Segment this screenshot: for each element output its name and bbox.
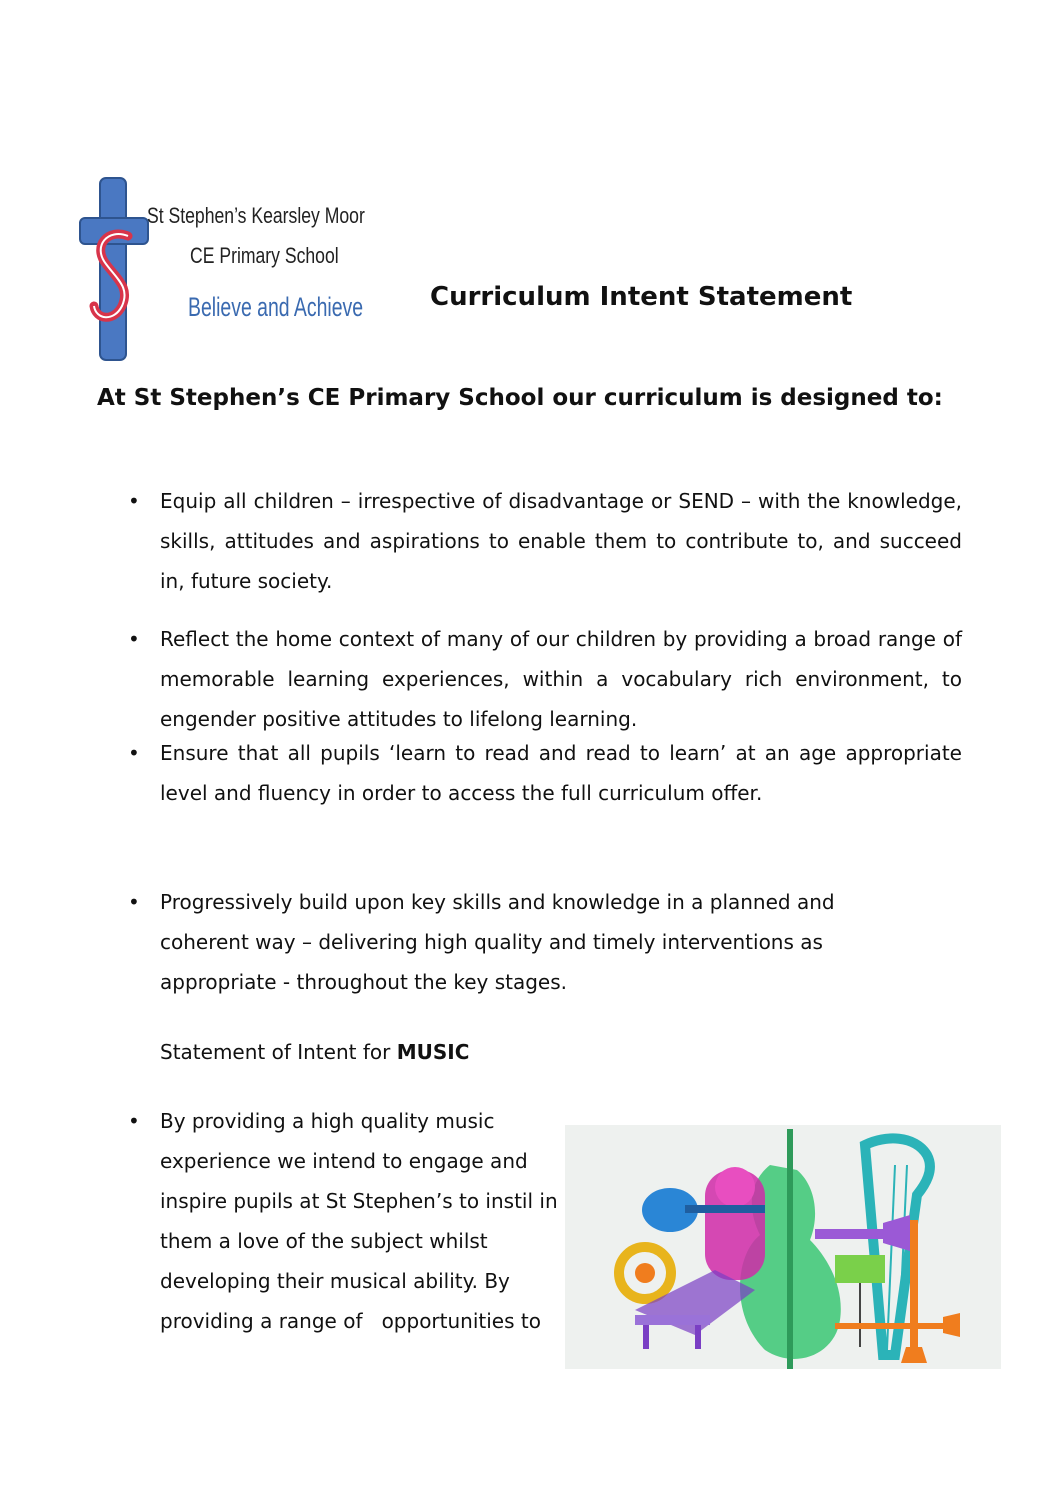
intro-heading: At St Stephen’s CE Primary School our curriculum is designed to: xyxy=(97,385,943,411)
logo-school-name-line1: St Stephen’s Kearsley Moor xyxy=(147,203,365,228)
logo-school-name-line2: CE Primary School xyxy=(190,243,339,268)
music-intent-item: • By providing a high quality music experience we intend to engage and inspire pupils at St Stephen’s to instil in them a love of the subject whilst developing their musical ability. By providing a range of opportunities to xyxy=(160,1101,560,1341)
logo-motto: Believe and Achieve xyxy=(188,292,364,322)
page-title: Curriculum Intent Statement xyxy=(430,282,853,312)
subheading-prefix: Statement of Intent for xyxy=(160,1040,397,1064)
list-item: • Reflect the home context of many of our children by providing a broad range of memorable learning experiences, within a vocabulary rich environment, to engender positive attitudes to lifelong learning. xyxy=(160,619,962,739)
music-subheading xyxy=(160,1032,469,1072)
list-item: • Equip all children – irrespective of disadvantage or SEND – with the knowledge, skills, attitudes and aspirations to enable them to contribute to, and succeed in, future society. xyxy=(160,481,962,601)
tuba-icon xyxy=(705,1167,765,1280)
list-item: • Ensure that all pupils ‘learn to read and read to learn’ at an age appropriate level and fluency in order to access the full curriculum offer. xyxy=(160,733,962,813)
music-instruments-illustration xyxy=(565,1125,1001,1369)
cross-emblem-icon xyxy=(80,178,148,360)
subheading-subject: MUSIC xyxy=(396,1040,470,1064)
list-item: • Progressively build upon key skills and knowledge in a planned and coherent way – delivering high quality and timely interventions as appropriate - throughout the key stages. xyxy=(160,882,920,1002)
